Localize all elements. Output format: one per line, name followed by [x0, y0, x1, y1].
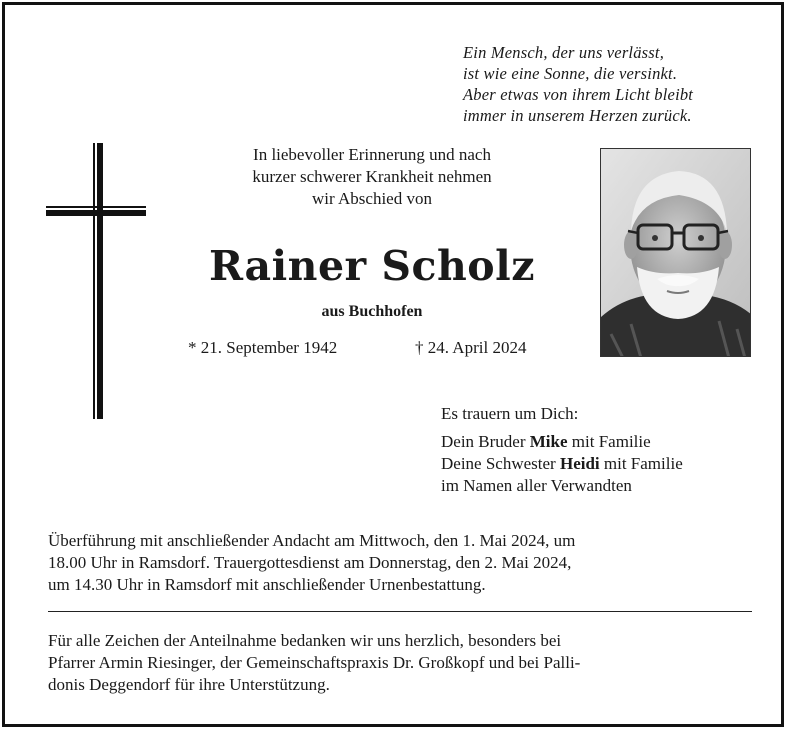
mourner-text: mit Familie	[599, 454, 683, 473]
mourner-text: Dein Bruder	[441, 432, 530, 451]
portrait-image	[601, 149, 751, 357]
thanks-text	[48, 630, 752, 696]
deceased-origin: aus Buchhofen	[321, 303, 423, 320]
service-line: um 14.30 Uhr in Ramsdorf mit anschließender Urnenbestattung.	[48, 575, 486, 594]
thanks-line: donis Deggendorf für ihre Unterstützung.	[48, 675, 330, 694]
portrait-photo	[600, 148, 751, 357]
intro-text	[180, 144, 564, 210]
mourner-name: Heidi	[559, 454, 600, 473]
obituary-notice	[2, 2, 784, 727]
service-line: 18.00 Uhr in Ramsdorf. Trauergottesdienst am Donnerstag, den 2. Mai 2024,	[48, 553, 572, 572]
mourner-sister	[441, 453, 771, 475]
intro-line: wir Abschied von	[312, 189, 432, 208]
intro-line: kurzer schwerer Krankheit nehmen	[252, 167, 492, 186]
poem-line: immer in unserem Herzen zurück.	[463, 106, 692, 125]
service-line: Überführung mit anschließender Andacht am Mittwoch, den 1. Mai 2024, um	[48, 531, 576, 550]
poem-line: Aber etwas von ihrem Licht bleibt	[463, 85, 694, 104]
mourner-text: mit Familie	[567, 432, 651, 451]
poem-line: ist wie eine Sonne, die versinkt.	[463, 64, 678, 83]
intro-line: In liebevoller Erinnerung und nach	[253, 145, 491, 164]
poem-line: Ein Mensch, der uns verlässt,	[463, 43, 665, 62]
service-details	[48, 530, 752, 596]
cross-icon	[46, 143, 152, 423]
thanks-line: Für alle Zeichen der Anteilnahme bedanken wir uns herzlich, besonders bei	[48, 631, 562, 650]
thanks-line: Pfarrer Armin Riesinger, der Gemeinschaftspraxis Dr. Großkopf und bei Palli-	[48, 653, 581, 672]
mourner-relatives: im Namen aller Verwandten	[441, 476, 632, 495]
deceased-name: Rainer Scholz	[208, 242, 535, 290]
mourner-text: Deine Schwester	[441, 454, 560, 473]
mourner-brother	[441, 431, 771, 453]
mourners-list	[441, 403, 771, 497]
memorial-poem	[463, 42, 763, 126]
mourner-name: Mike	[529, 432, 568, 451]
birth-date: * 21. September 1942	[188, 338, 338, 357]
death-date: † 24. April 2024	[415, 338, 527, 357]
divider	[48, 611, 752, 612]
mourners-heading: Es trauern um Dich:	[441, 404, 579, 423]
